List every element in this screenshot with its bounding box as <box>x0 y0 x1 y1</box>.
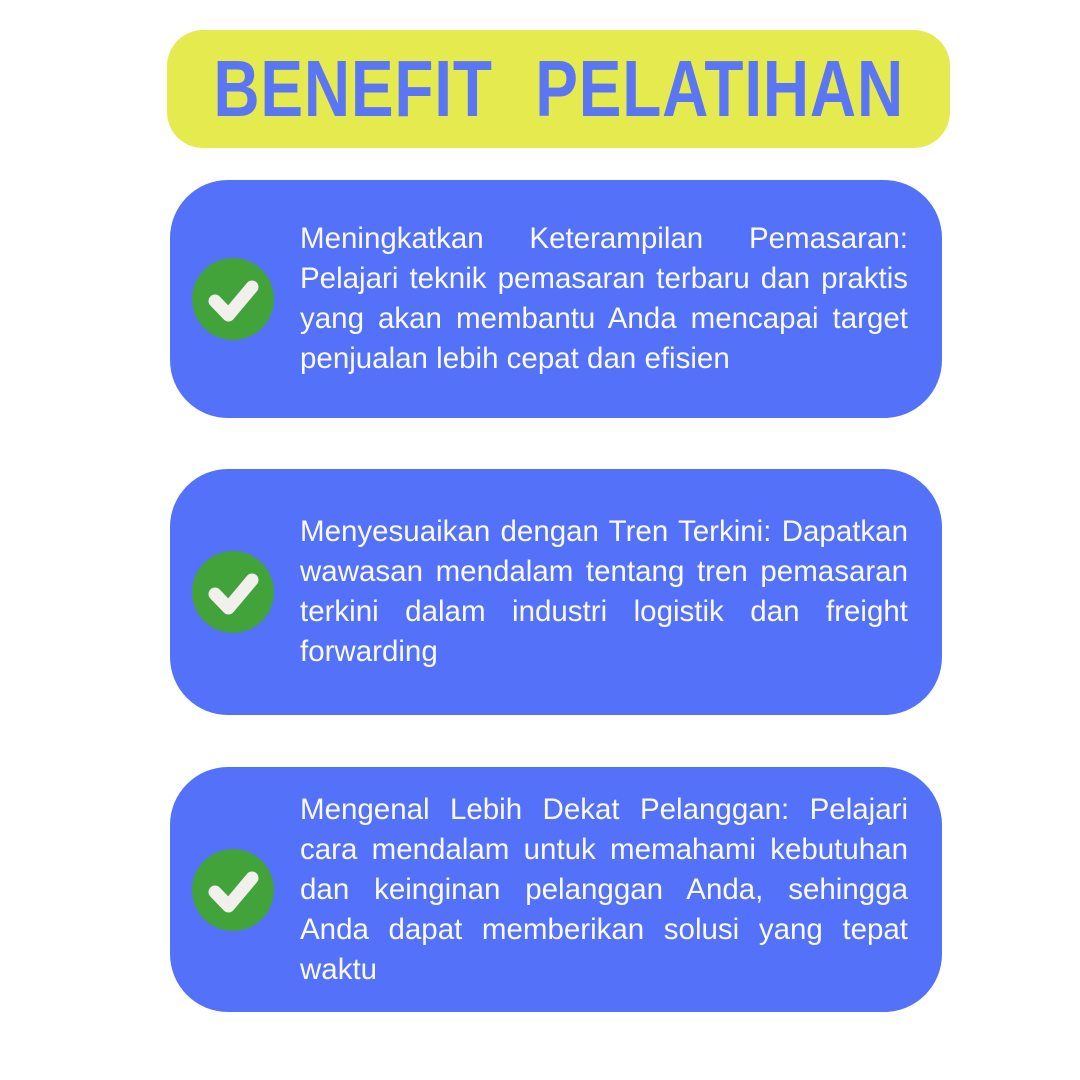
check-icon <box>192 849 274 931</box>
check-icon <box>192 258 274 340</box>
check-icon <box>192 551 274 633</box>
benefit-card-3 <box>170 767 942 1012</box>
benefit-text: Menyesuaikan dengan Tren Terkini: Dapatkan wawasan mendalam tentang tren pemasaran terkini dalam industri logistik dan freight forwarding <box>300 515 908 668</box>
header-banner <box>167 30 950 148</box>
benefit-card-1 <box>170 180 942 418</box>
page-title: BENEFIT PELATIHAN <box>213 44 904 133</box>
benefit-text: Meningkatkan Keterampilan Pemasaran: Pelajari teknik pemasaran terbaru dan praktis yang akan membantu Anda mencapai target penjualan lebih cepat dan efisien <box>300 222 908 375</box>
check-circle <box>192 258 274 340</box>
check-circle <box>192 849 274 931</box>
check-circle <box>192 551 274 633</box>
benefit-card-2 <box>170 469 942 715</box>
benefit-text: Mengenal Lebih Dekat Pelanggan: Pelajari cara mendalam untuk memahami kebutuhan dan keinginan pelanggan Anda, sehingga Anda dapat memberikan solusi yang tepat waktu <box>300 792 908 986</box>
